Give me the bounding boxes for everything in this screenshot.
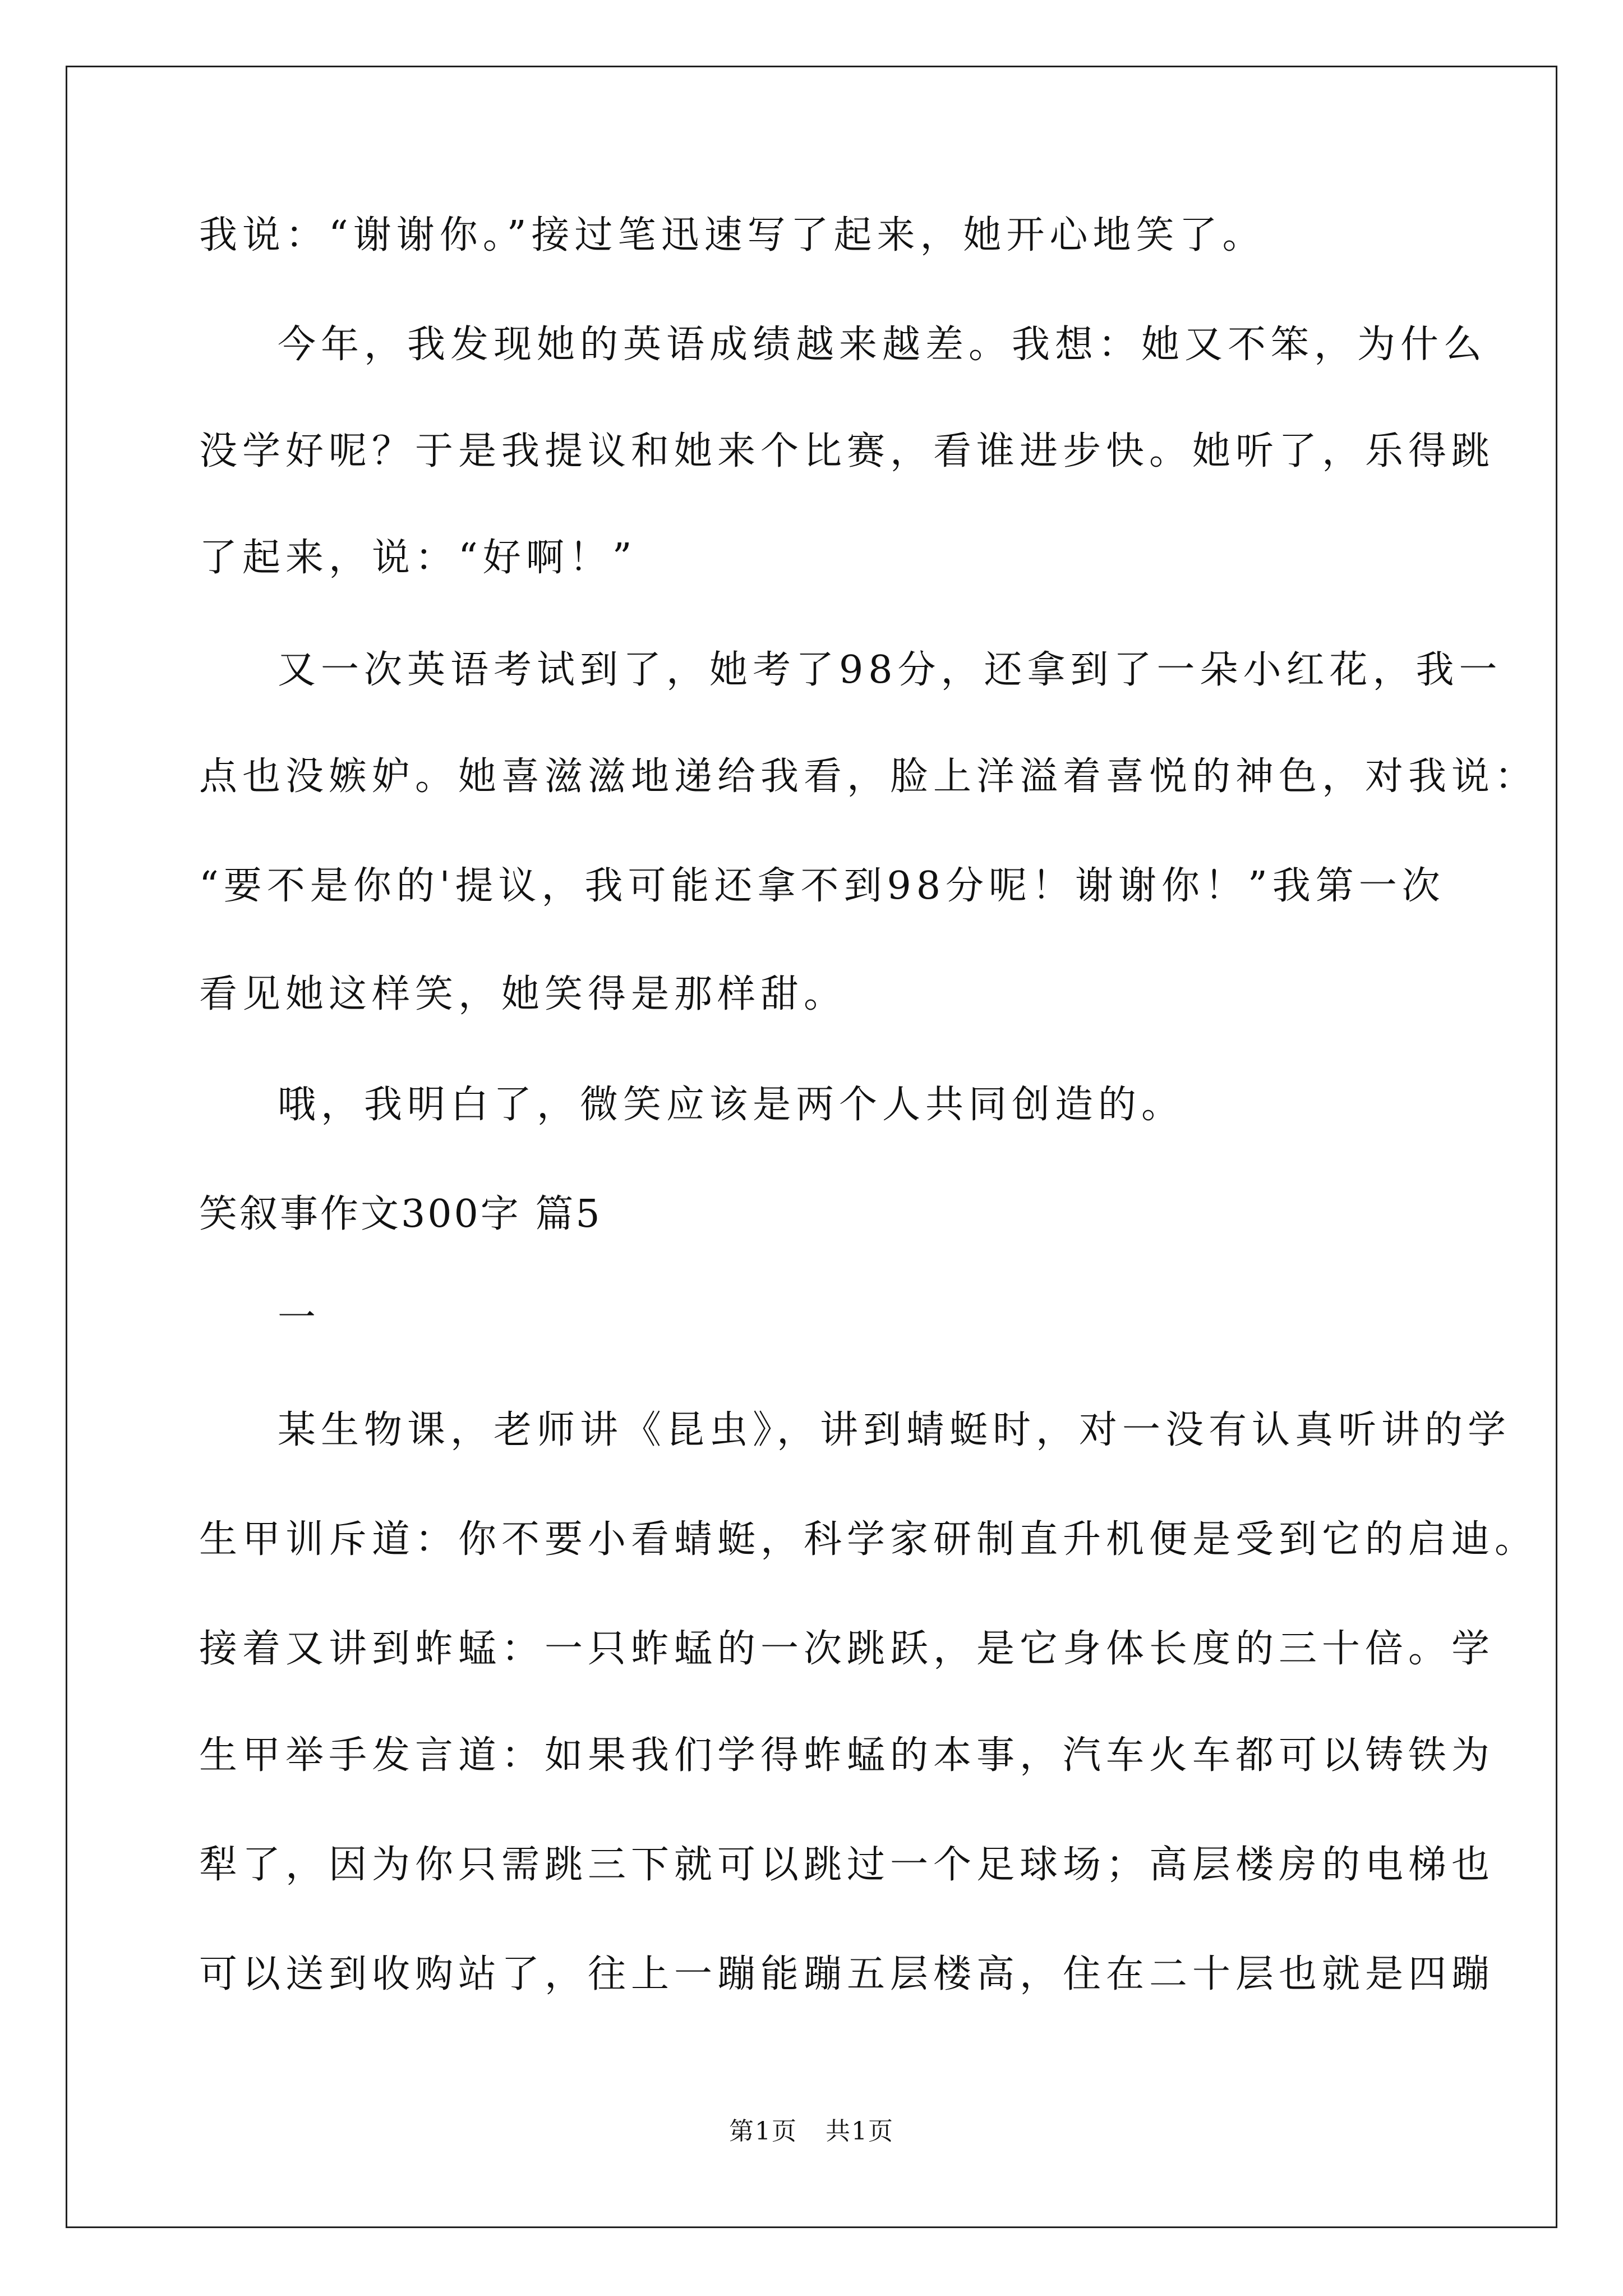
paragraph-line: 看见她这样笑，她笑得是那样甜。	[199, 972, 847, 1016]
paragraph-line: 一	[278, 1296, 321, 1340]
paragraph-line: 我说：“谢谢你。”接过笔迅速写了起来，她开心地笑了。	[199, 213, 1266, 257]
page-number: 第1页	[729, 2117, 797, 2146]
page-border	[66, 66, 1557, 2228]
paragraph-line: 没学好呢？于是我提议和她来个比赛，看谁进步快。她听了，乐得跳	[199, 429, 1495, 473]
paragraph-line: 生甲训斥道：你不要小看蜻蜓，科学家研制直升机便是受到它的启迪。	[199, 1517, 1538, 1562]
paragraph-line: 今年，我发现她的英语成绩越来越差。我想：她又不笨，为什么	[278, 323, 1487, 367]
paragraph-line: 犁了，因为你只需跳三下就可以跳过一个足球场；高层楼房的电梯也	[199, 1843, 1495, 1887]
paragraph-line: 生甲举手发言道：如果我们学得蚱蜢的本事，汽车火车都可以铸铁为	[199, 1733, 1495, 1778]
paragraph-line: 某生物课，老师讲《昆虫》，讲到蜻蜓时，对一没有认真听讲的学	[278, 1408, 1511, 1452]
page-total: 共1页	[826, 2117, 894, 2146]
paragraph-line: 了起来，说：“好啊！”	[199, 536, 637, 580]
paragraph-line: 接着又讲到蚱蜢：一只蚱蜢的一次跳跃，是它身体长度的三十倍。学	[199, 1627, 1495, 1671]
section-heading: 笑叙事作文300字 篇5	[199, 1192, 602, 1236]
paragraph-line: “要不是你的'提议，我可能还拿不到98分呢！谢谢你！”我第一次	[199, 864, 1445, 908]
paragraph-line: 可以送到收购站了，往上一蹦能蹦五层楼高，住在二十层也就是四蹦	[199, 1952, 1495, 1996]
page-footer	[0, 2115, 1623, 2148]
paragraph-line: 又一次英语考试到了，她考了98分，还拿到了一朵小红花，我一	[278, 648, 1502, 692]
paragraph-line: 点也没嫉妒。她喜滋滋地递给我看，脸上洋溢着喜悦的神色，对我说：	[199, 754, 1538, 799]
paragraph-line: 哦，我明白了，微笑应该是两个人共同创造的。	[278, 1083, 1185, 1127]
